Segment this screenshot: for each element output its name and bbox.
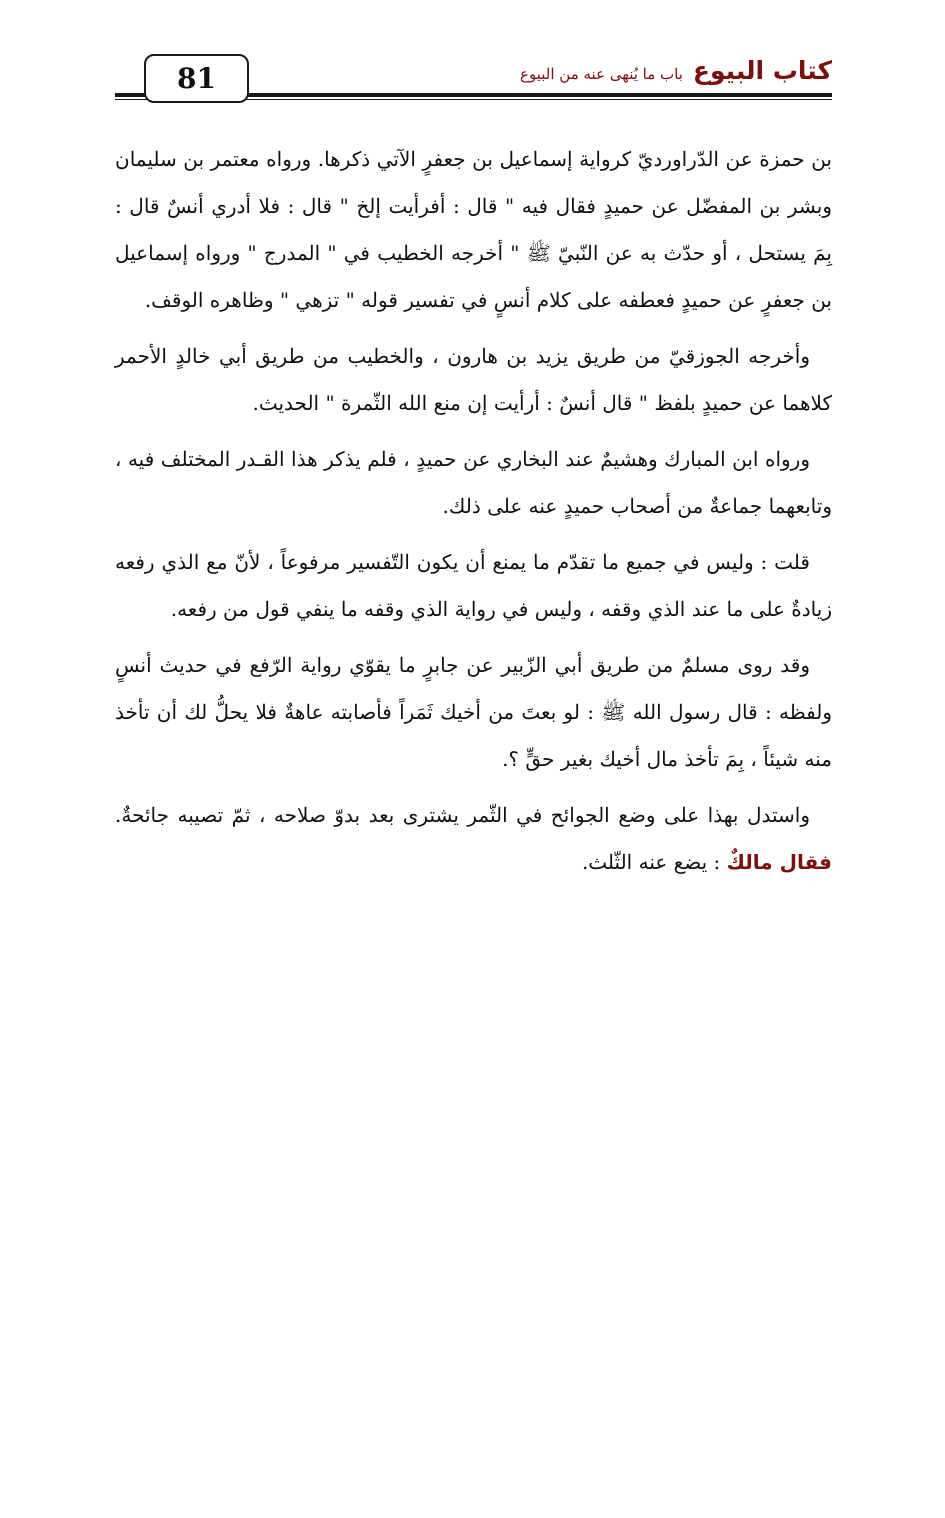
paragraph-6-tail: : يضع عنه الثّلث.: [581, 850, 721, 874]
page-number: 81: [144, 54, 249, 103]
page-header: [115, 54, 832, 104]
paragraph-5: وقد روى مسلمٌ من طريق أبي الزّبير عن جابرٍ ما يقوّي رواية الرّفع في حديث أنسٍ ولفظه : قال رسول الله ﷺ : لو بعتَ من أخيك ثَمَراً فأصابته عاهةٌ فلا يحلُّ لك أن تأخذ منه شيئاً ، بِمَ تأخذ مال أخيك بغير حقٍّ ؟.: [115, 653, 832, 771]
highlighted-phrase: فقال مالكٌ: [726, 850, 832, 874]
paragraph-2: وأخرجه الجوزقيّ من طريق يزيد بن هارون ، والخطيب من طريق أبي خالدٍ الأحمر كلاهما عن حميدٍ بلفظ " قال أنسٌ : أرأيت إن منع الله الثّمرة " الحديث.: [115, 344, 832, 415]
paragraph-3: ورواه ابن المبارك وهشيمٌ عند البخاري عن حميدٍ ، فلم يذكر هذا القـدر المختلف فيه ، وتابعهما جماعةٌ من أصحاب حميدٍ عنه على ذلك.: [115, 447, 832, 518]
paragraph-4: قلت : وليس في جميع ما تقدّم ما يمنع أن يكون التّفسير مرفوعاً ، لأنّ مع الذي رفعه زيادةٌ على ما عند الذي وقفه ، وليس في رواية الذي وقفه ما ينفي قول من رفعه.: [115, 550, 832, 621]
page-body: [115, 136, 832, 895]
running-head: [520, 56, 832, 85]
paragraph-1: بن حمزة عن الدّراورديّ كرواية إسماعيل بن جعفرٍ الآتي ذكرها. ورواه معتمر بن سليمان وبشر بن المفضّل عن حميدٍ فقال فيه " قال : أفرأيت إلخ " قال : فلا أدري أنسٌ قال : بِمَ يستحل ، أو حدّث به عن النّبيّ ﷺ " أخرجه الخطيب في " المدرج " ورواه إسماعيل بن جعفرٍ عن حميدٍ فعطفه على كلام أنسٍ في تفسير قوله " تزهي " وظاهره الوقف.: [115, 147, 832, 312]
chapter-title: باب ما يُنهى عنه من البيوع: [520, 65, 683, 83]
book-title: كتاب البيوع: [692, 56, 832, 85]
paragraph-6: [115, 792, 832, 886]
paragraph-6-lead: واستدل بهذا على وضع الجوائح في الثّمر يشترى بعد بدوّ صلاحه ، ثمّ تصيبه جائحةٌ.: [115, 803, 810, 827]
